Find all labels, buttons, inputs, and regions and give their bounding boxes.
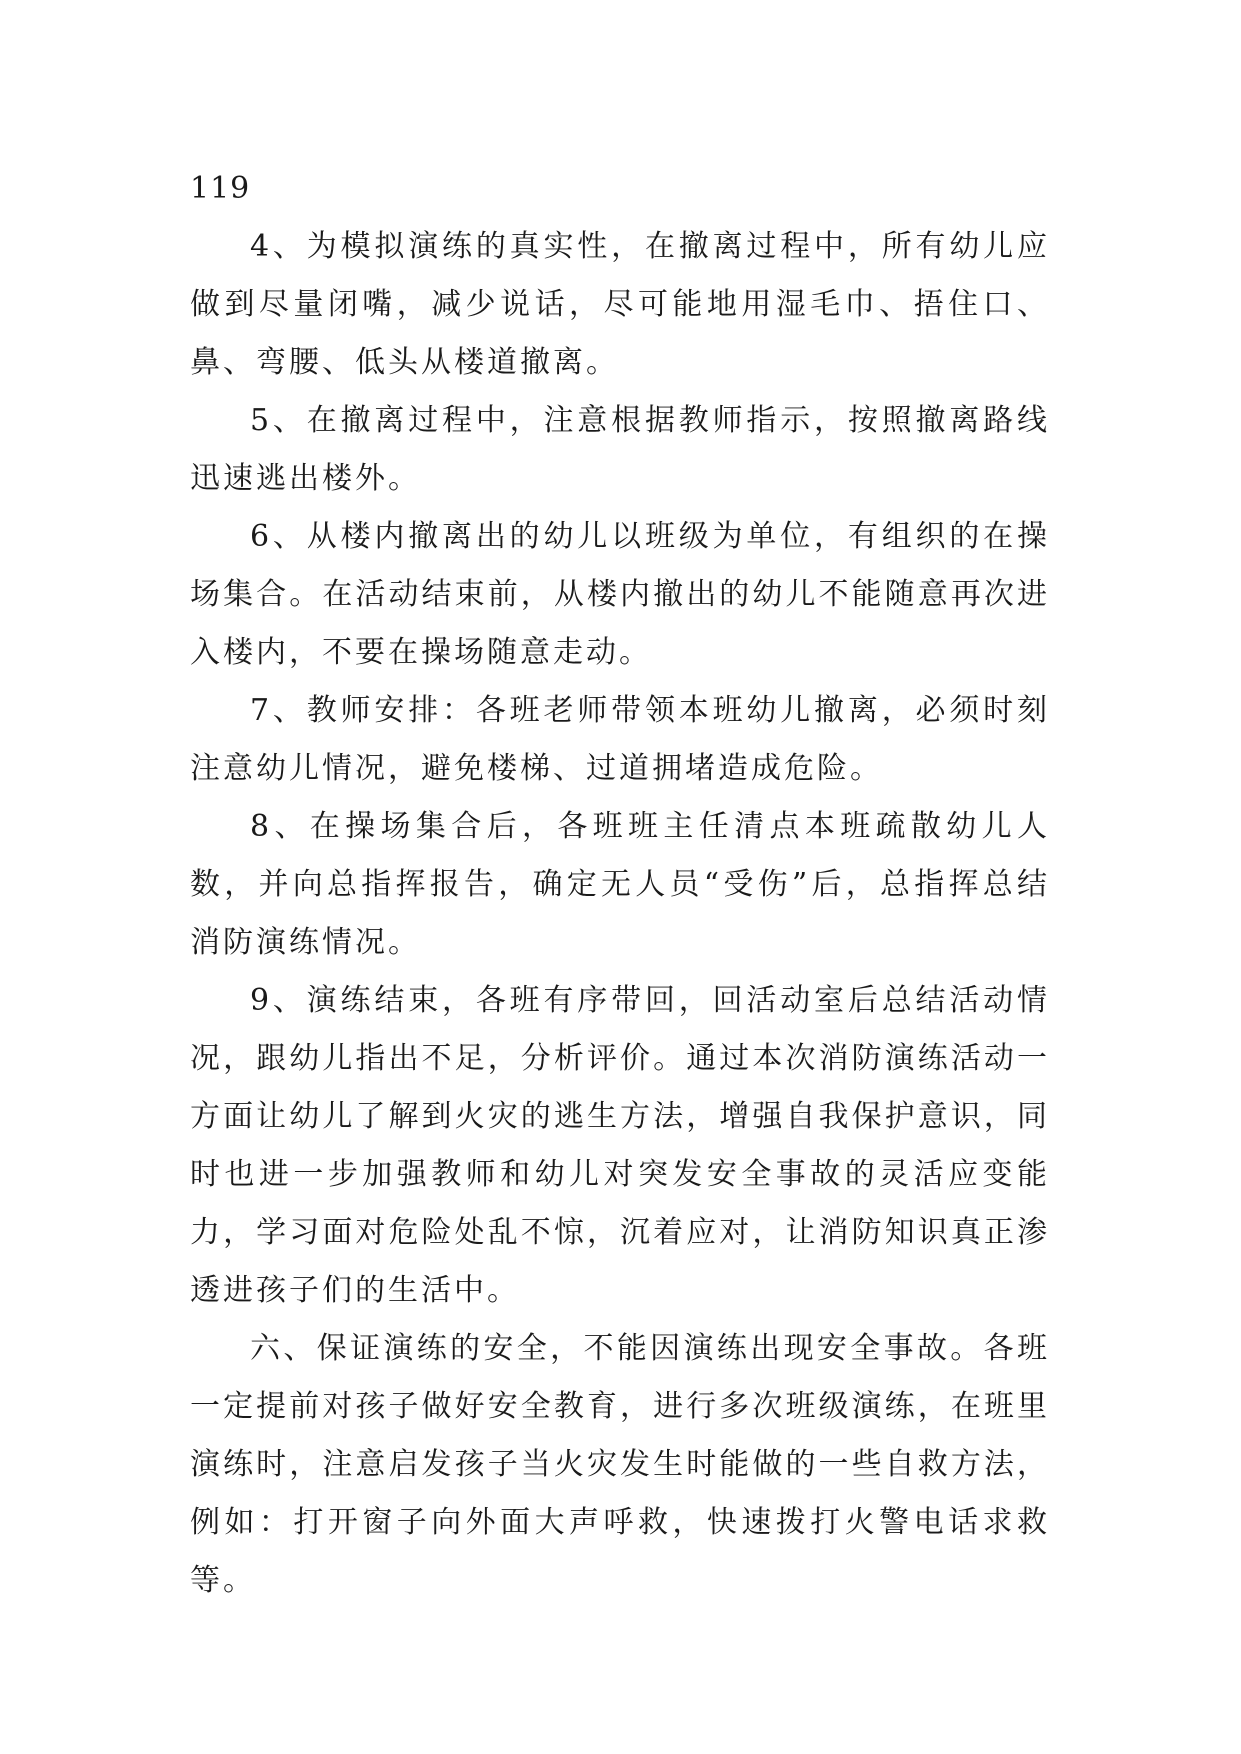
paragraph-item-6: 6、从楼内撤离出的幼儿以班级为单位，有组织的在操场集合。在活动结束前，从楼内撤出的幼儿不能随意再次进入楼内，不要在操场随意走动。 (190, 519, 1050, 670)
paragraph-item-9: 9、演练结束，各班有序带回，回活动室后总结活动情况，跟幼儿指出不足，分析评价。通过本次消防演练活动一方面让幼儿了解到火灾的逃生方法，增强自我保护意识，同时也进一步加强教师和幼儿对突发安全事故的灵活应变能力，学习面对危险处乱不惊，沉着应对，让消防知识真正渗透进孩子们的生活中。 (190, 983, 1050, 1308)
paragraph-item-5: 5、在撤离过程中，注意根据教师指示，按照撤离路线迅速逃出楼外。 (190, 403, 1050, 496)
paragraph-item-7: 7、教师安排：各班老师带领本班幼儿撤离，必须时刻注意幼儿情况，避免楼梯、过道拥堵造成危险。 (190, 693, 1050, 786)
page-number: 119 (190, 171, 251, 206)
paragraph-item-4: 4、为模拟演练的真实性，在撤离过程中，所有幼儿应做到尽量闭嘴，减少说话，尽可能地用湿毛巾、捂住口、鼻、弯腰、低头从楼道撤离。 (190, 229, 1050, 380)
paragraph-item-8: 8、在操场集合后，各班班主任清点本班疏散幼儿人数，并向总指挥报告，确定无人员“受伤”后，总指挥总结消防演练情况。 (190, 809, 1050, 960)
body-text (190, 160, 1050, 1610)
paragraph-section-six: 六、保证演练的安全，不能因演练出现安全事故。各班一定提前对孩子做好安全教育，进行多次班级演练，在班里演练时，注意启发孩子当火灾发生时能做的一些自救方法，例如：打开窗子向外面大声呼救，快速拨打火警电话求救等。 (190, 1331, 1050, 1598)
